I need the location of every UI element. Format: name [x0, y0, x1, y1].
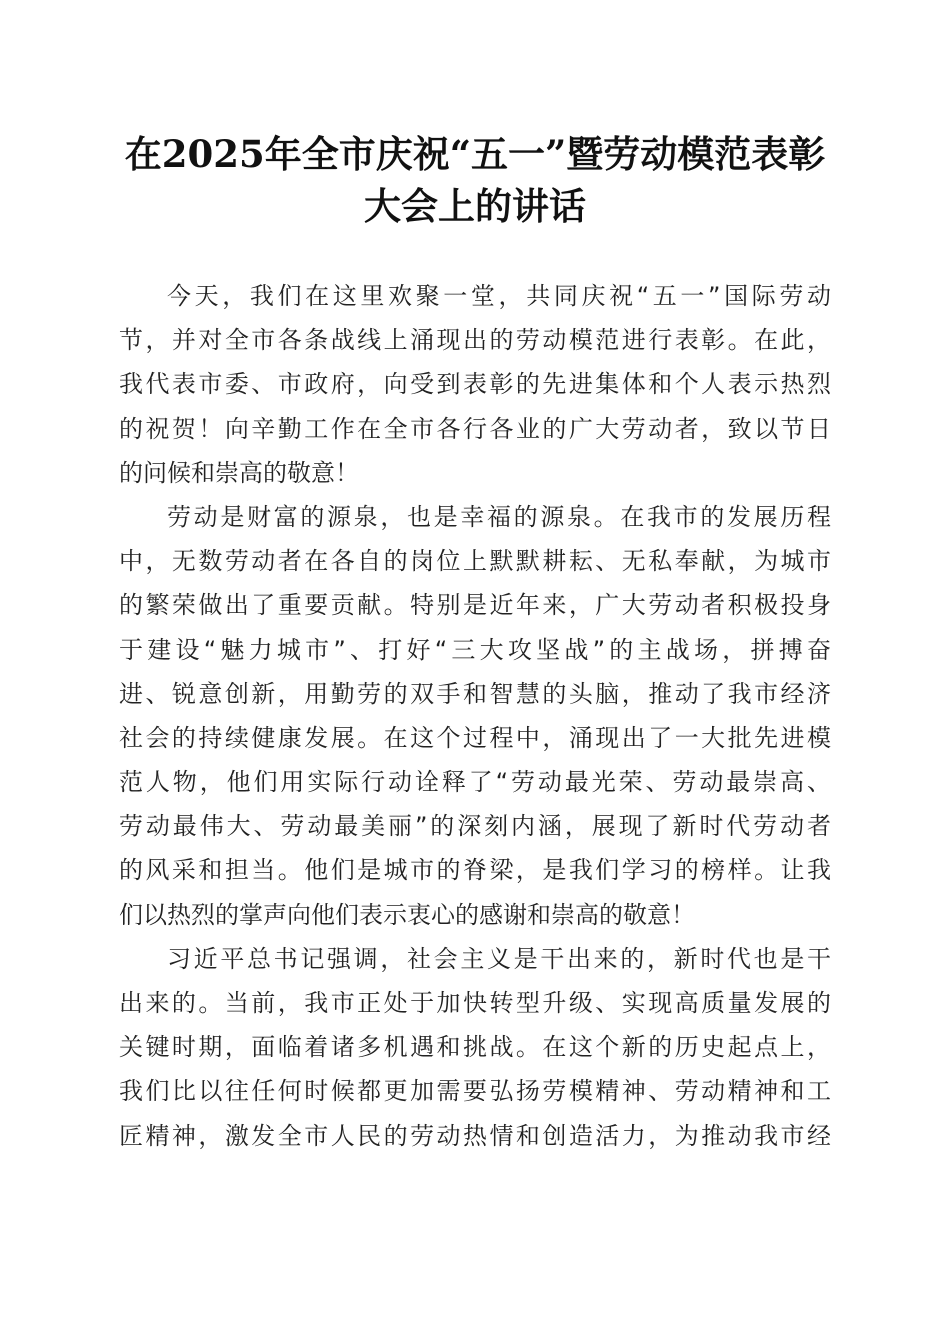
- text-line: 今天，我们在这里欢聚一堂，共同庆祝“五一”国际劳动: [167, 282, 831, 310]
- text-line: 进、锐意创新，用勤劳的双手和智慧的头脑，推动了我市经济: [119, 679, 831, 708]
- paragraph-1: [119, 274, 831, 495]
- title-line-1: 在2025年全市庆祝“五一”暨劳动模范表彰: [124, 132, 826, 176]
- text-line: 出来的。当前，我市正处于加快转型升级、实现高质量发展的: [119, 989, 831, 1017]
- text-line: 我们比以往任何时候都更加需要弘扬劳模精神、劳动精神和工: [119, 1077, 831, 1106]
- text-line: 们以热烈的掌声向他们表示衷心的感谢和崇高的敬意！: [119, 900, 695, 929]
- text-line: 关键时期，面临着诸多机遇和挑战。在这个新的历史起点上，: [119, 1033, 831, 1062]
- text-line: 的风采和担当。他们是城市的脊梁，是我们学习的榜样。让我: [119, 856, 831, 885]
- text-line: 的繁荣做出了重要贡献。特别是近年来，广大劳动者积极投身: [119, 591, 831, 620]
- text-line: 我代表市委、市政府，向受到表彰的先进集体和个人表示热烈: [119, 370, 831, 399]
- text-line: 匠精神，激发全市人民的劳动热情和创造活力，为推动我市经: [119, 1121, 831, 1150]
- title-line-2: 大会上的讲话: [364, 184, 586, 228]
- text-line: 于建设“魅力城市”、打好“三大攻坚战”的主战场，拼搏奋: [119, 635, 831, 664]
- text-line: 社会的持续健康发展。在这个过程中，涌现出了一大批先进模: [119, 723, 831, 752]
- paragraph-3: [119, 937, 831, 1158]
- document-title: [100, 128, 850, 232]
- text-line: 劳动最伟大、劳动最美丽”的深刻内涵，展现了新时代劳动者: [119, 812, 831, 841]
- text-line: 中，无数劳动者在各自的岗位上默默耕耘、无私奉献，为城市: [119, 547, 831, 576]
- document-body: [119, 274, 831, 1158]
- paragraph-2: [119, 495, 831, 937]
- text-line: 劳动是财富的源泉，也是幸福的源泉。在我市的发展历程: [167, 502, 831, 531]
- text-line: 范人物，他们用实际行动诠释了“劳动最光荣、劳动最崇高、: [119, 768, 831, 797]
- text-line: 的问候和崇高的敬意！: [119, 458, 359, 487]
- text-line: 节，并对全市各条战线上涌现出的劳动模范进行表彰。在此，: [119, 326, 831, 355]
- text-line: 的祝贺！向辛勤工作在全市各行各业的广大劳动者，致以节日: [119, 414, 831, 443]
- text-line: 习近平总书记强调，社会主义是干出来的，新时代也是干: [167, 944, 831, 973]
